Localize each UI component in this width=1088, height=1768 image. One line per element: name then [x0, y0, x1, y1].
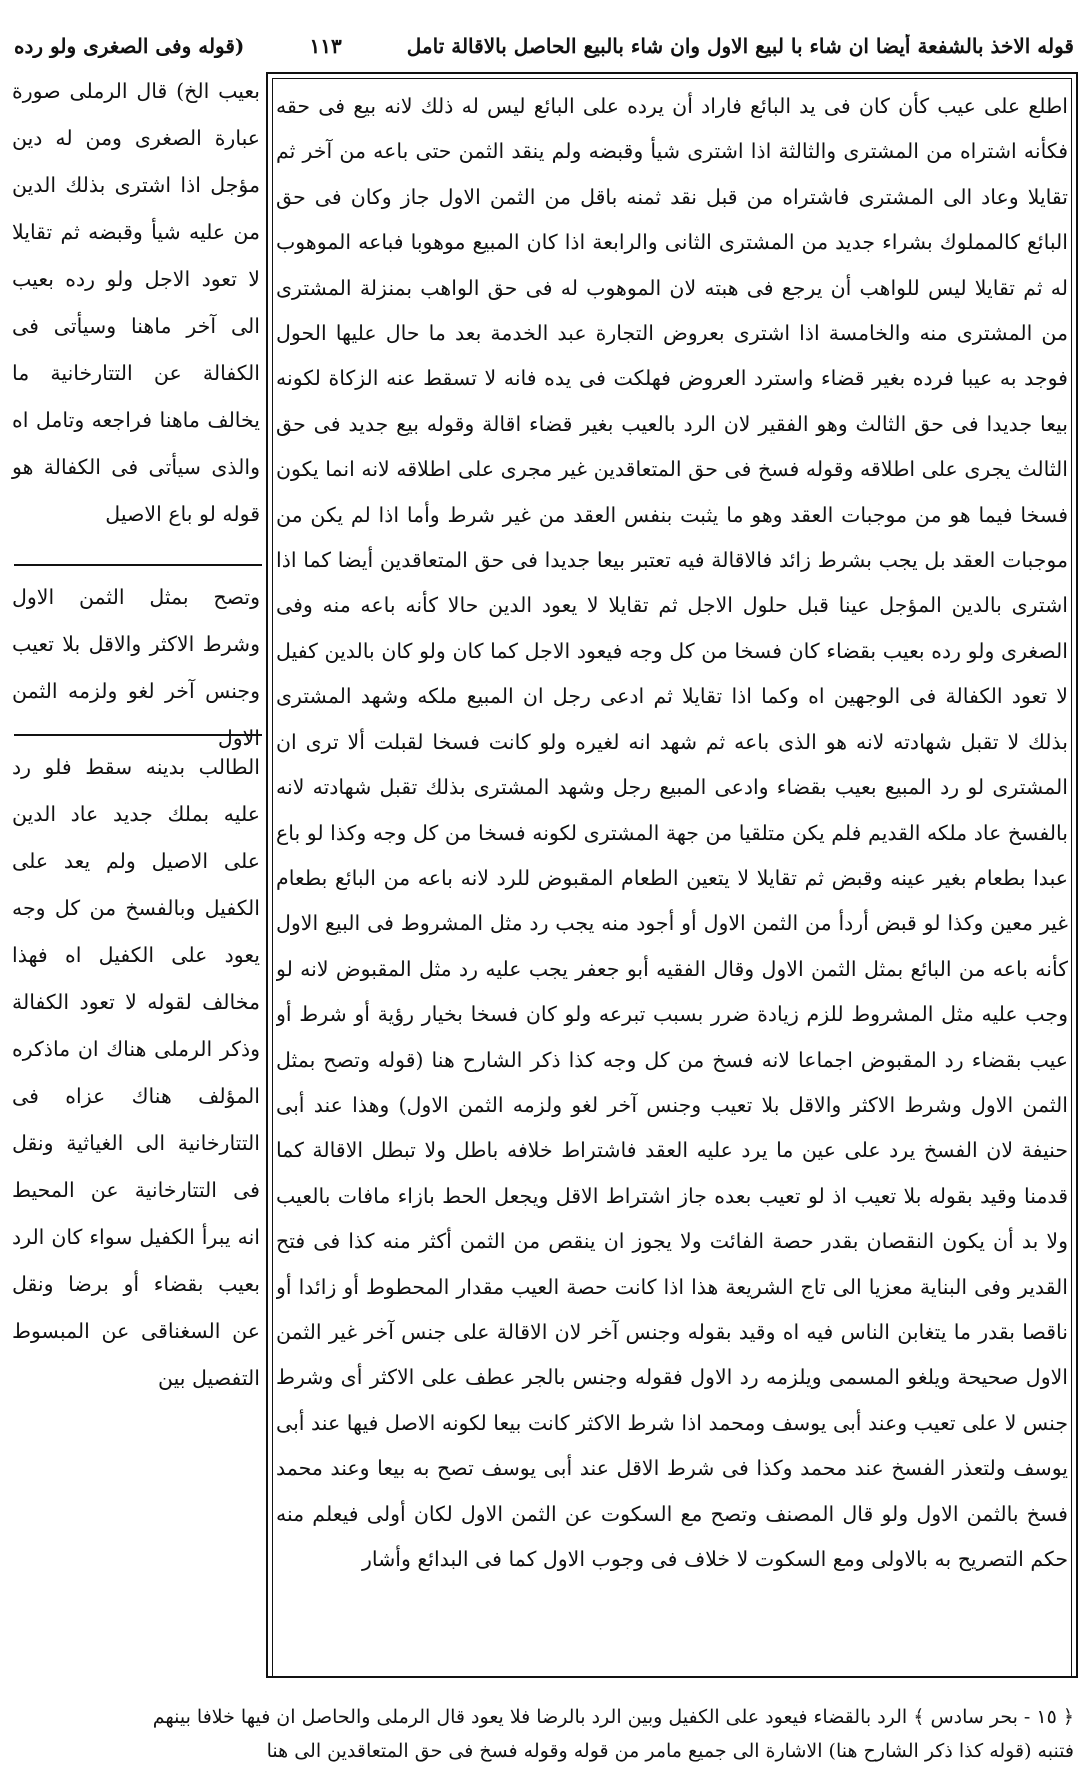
- side-divider-2: [14, 734, 262, 736]
- side-note-matn-text: وتصح بمثل الثمن الاول وشرط الاكثر والاقل بلا تعيب وجنس آخر لغو ولزمه الثمن الاول: [12, 585, 260, 750]
- side-note-bottom: [12, 744, 260, 1664]
- main-text-body: اطلع على عيب كأن كان فى يد البائع فاراد أن يرده على البائع ليس له ذلك لانه بيع فى حقه فكأنه اشتراه من المشترى والثالثة اذا اشترى شيأ وقبضه ولم ينقد الثمن حتى باعه من آخر ثم تقايلا وعاد الى المشترى فاشتراه من قبل نقد ثمنه باقل من الثمن الاول جاز وكان فى حق البائع كالمملوك بشراء جديد من المشترى الثانى والرابعة اذا كان المبيع موهوبا فباعه الموهوب له ثم تقايلا ليس للواهب أن يرجع فى هبته لان الموهوب له فى حق الواهب بمنزلة المشترى من المشترى منه والخامسة اذا اشترى بعروض التجارة عبد الخدمة بعد ما حال عليها الحول فوجد به عيبا فرده بغير قضاء واسترد العروض فهلكت فى يده فانه لا تسقط عنه الزكاة لكونه بيعا جديدا فى حق الثالث وهو الفقير لان الرد بالعيب بغير قضاء اقالة وقوله بيع جديد فى حق الثالث يجرى على اطلاقه وقوله فسخ فى حق المتعاقدين غير مجرى على اطلاقه لانه انما يكون فسخا فيما هو من موجبات العقد وهو ما يثبت بنفس العقد من غير شرط وأما اذا لم يكن من موجبات العقد بل يجب بشرط زائد فالاقالة فيه تعتبر بيعا جديدا فى حق المتعاقدين أيضا كما اذا اشترى بالدين المؤجل عينا قبل حلول الاجل ثم تقايلا لا يعود الدين حالا كأنه باعه منه وفى الصغرى ولو رده بعيب بقضاء كان فسخا من كل وجه فيعود الاجل كما كان ولو كان بالدين كفيل لا تعود الكفالة فى الوجهين اه وكما اذا تقايلا ثم ادعى رجل ان المبيع ملكه وشهد المشترى بذلك لا تقبل شهادته لانه هو الذى باعه ثم شهد انه لغيره ولو كانت فسخا لقبلت ألا ترى ان المشترى لو رد المبيع بعيب بقضاء وادعى المبيع رجل وشهد المشترى بذلك تقبل شهادته لانه بالفسخ عاد ملكه القديم فلم يكن متلقيا من جهة المشترى لكونه فسخا من كل وجه وكذا لو باع عبدا بطعام بغير عينه وقبض ثم تقايلا لا يتعين الطعام المقبوض للرد لانه باعه من البائع بطعام غير معين وكذا لو قبض أردأ من الثمن الاول أو أجود منه يجب رد مثل المشروط فى البيع الاول كأنه باعه من البائع بمثل الثمن الاول وقال الفقيه أبو جعفر يجب عليه رد مثل المقبوض لانه لو وجب عليه مثل المشروط للزم زيادة ضرر بسبب تبرعه ولو كان فسخا بخيار رؤية أو شرط أو عيب بقضاء رد المقبوض اجماعا لانه فسخ من كل وجه كذا ذكر الشارح هنا (قوله وتصح بمثل الثمن الاول وشرط الاكثر والاقل بلا تعيب وجنس آخر لغو ولزمه الثمن الاول) وهذا عند أبى حنيفة لان الفسخ يرد على عين ما يرد عليه العقد فاشتراط خلافه باطل ولا تبطل الاقالة كما قدمنا وقيد بقوله بلا تعيب اذ لو تعيب بعده جاز اشتراط الاقل ويجعل الحط بازاء مافات بالعيب ولا بد أن يكون النقصان بقدر حصة الفائت ولا يجوز ان ينقص من الثمن أكثر منه كذا فى فتح القدير وفى البناية معزيا الى تاج الشريعة هذا اذا كانت حصة العيب مقدار المحطوط أو زائدا أو ناقصا بقدر ما يتغابن الناس فيه اه وقيد بقوله وجنس آخر لان الاقالة على جنس آخر غير الثمن الاول صحيحة ويلغو المسمى ويلزمه رد الاول فقوله وجنس بالجر عطف على الاكثر أى وشرط جنس لا على تعيب وعند أبى يوسف ومحمد اذا شرط الاكثر كانت بيعا لكونه الاصل فيها عند أبى يوسف ولتعذر الفسخ عند محمد وكذا فى شرط الاقل عند أبى يوسف تصح به بيعا وعند محمد فسخ بالثمن الاول ولو قال المصنف وتصح مع السكوت عن الثمن الاول لكان أولى فيعلم منه حكم التصريح به بالاولى ومع السكوت لا خلاف فى وجوب الاول كما فى البدائع وأشار: [276, 94, 1068, 1571]
- side-note-top: [12, 68, 260, 558]
- footer-line-1-text: الرد بالقضاء فيعود على الكفيل وبين الرد بالرضا فلا يعود قال الرملى والحاصل ان فيها خلافا بينهم: [152, 1706, 908, 1728]
- running-title: قوله الاخذ بالشفعة أيضا ان شاء با لبيع الاول وان شاء بالبيع الحاصل بالاقالة تامل: [406, 34, 1074, 58]
- page-number: ١١٣: [309, 34, 342, 58]
- side-divider-1: [14, 564, 262, 566]
- side-note-top-text: بعيب الخ) قال الرملى صورة عبارة الصغرى ومن له دين مؤجل اذا اشترى بذلك الدين من عليه شيأ وقبضه ثم تقايلا لا تعود الاجل ولو رده بعيب الى آخر ماهنا وسيأتى فى الكفالة عن التتارخانية ما يخالف ماهنا فراجعه وتامل اه والذى سيأتى فى الكفالة هو قوله لو باع الاصيل: [12, 79, 260, 526]
- side-note-bottom-text: الطالب بدينه سقط فلو رد عليه بملك جديد عاد الدين على الاصيل ولم يعد على الكفيل وبالفسخ من كل وجه يعود على الكفيل اه فهذا مخالف لقوله لا تعود الكفالة وذكر الرملى هناك ان ماذكره المؤلف هناك عزاه فى التتارخانية الى الغياثية ونقل فى التتارخانية عن المحيط انه يبرأ الكفيل سواء كان الرد بعيب بقضاء أو برضا ونقل عن السغناقى عن المبسوط التفصيل بين: [12, 755, 260, 1390]
- side-heading: (قوله وفى الصغرى ولو رده: [14, 34, 245, 58]
- main-text-block: [276, 84, 1068, 1668]
- signature-mark: ﴿ ١٥ - بحر سادس ﴾: [913, 1706, 1074, 1728]
- side-note-matn: [12, 574, 260, 750]
- footer: [14, 1700, 1074, 1768]
- footer-line-2: فتنبه (قوله كذا ذكر الشارح هنا) الاشارة الى جميع مامر من قوله وقوله فسخ فى حق المتعاقدين الى هنا: [266, 1740, 1074, 1762]
- running-header: [14, 34, 1074, 58]
- footer-line-1: [14, 1700, 1074, 1734]
